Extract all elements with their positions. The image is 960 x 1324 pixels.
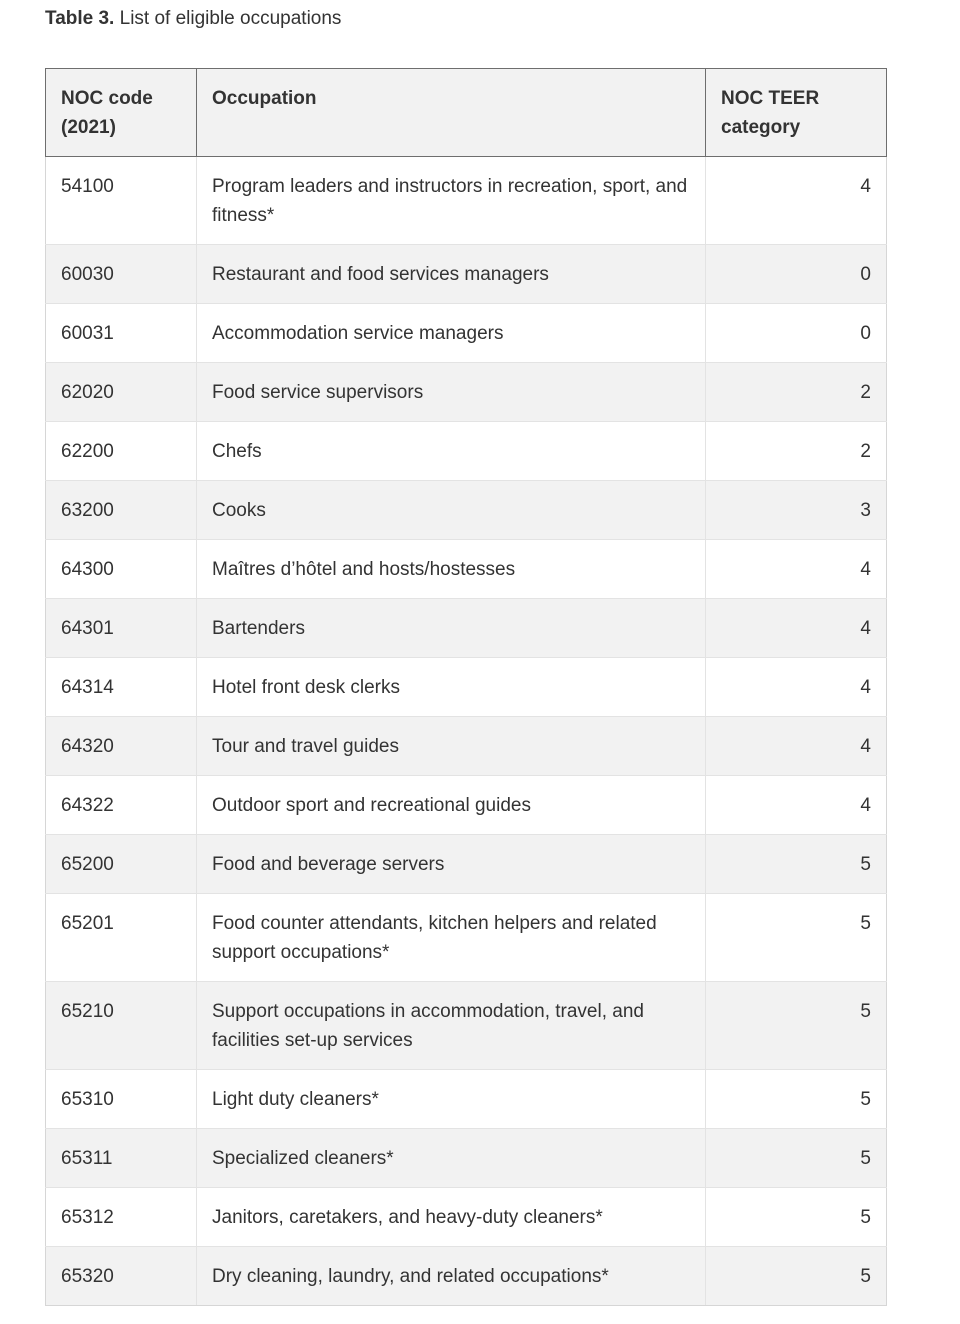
teer-category-cell: 5: [706, 1188, 887, 1247]
table-row: [46, 363, 887, 422]
noc-code-cell: 64314: [46, 658, 197, 717]
occupation-cell: Tour and travel guides: [197, 717, 706, 776]
noc-code-cell: 64322: [46, 776, 197, 835]
occupation-cell: Specialized cleaners*: [197, 1129, 706, 1188]
occupation-cell: Outdoor sport and recreational guides: [197, 776, 706, 835]
teer-category-cell: 2: [706, 422, 887, 481]
table-header-row: [46, 69, 887, 157]
table-row: [46, 1070, 887, 1129]
noc-code-cell: 54100: [46, 157, 197, 245]
teer-category-cell: 5: [706, 1247, 887, 1306]
table-row: [46, 717, 887, 776]
occupation-cell: Program leaders and instructors in recreation, sport, and fitness*: [197, 157, 706, 245]
header-noc-teer-category: NOC TEER category: [706, 69, 887, 157]
noc-code-cell: 62020: [46, 363, 197, 422]
noc-code-cell: 65311: [46, 1129, 197, 1188]
table-row: [46, 422, 887, 481]
occupation-cell: Light duty cleaners*: [197, 1070, 706, 1129]
occupation-cell: Cooks: [197, 481, 706, 540]
occupation-cell: Food and beverage servers: [197, 835, 706, 894]
noc-code-cell: 64301: [46, 599, 197, 658]
teer-category-cell: 0: [706, 245, 887, 304]
teer-category-cell: 4: [706, 658, 887, 717]
table-caption: [45, 6, 341, 32]
teer-category-cell: 5: [706, 1070, 887, 1129]
teer-category-cell: 4: [706, 776, 887, 835]
occupation-cell: Food service supervisors: [197, 363, 706, 422]
teer-category-cell: 4: [706, 717, 887, 776]
teer-category-cell: 4: [706, 157, 887, 245]
occupation-cell: Hotel front desk clerks: [197, 658, 706, 717]
table-row: [46, 1129, 887, 1188]
table-row: [46, 599, 887, 658]
table-row: [46, 776, 887, 835]
teer-category-cell: 5: [706, 1129, 887, 1188]
teer-category-cell: 2: [706, 363, 887, 422]
table-caption-label: Table 3.: [45, 8, 115, 29]
table-row: [46, 245, 887, 304]
occupation-cell: Janitors, caretakers, and heavy-duty cleaners*: [197, 1188, 706, 1247]
table-row: [46, 658, 887, 717]
noc-code-cell: 62200: [46, 422, 197, 481]
table-row: [46, 894, 887, 982]
occupation-cell: Restaurant and food services managers: [197, 245, 706, 304]
noc-code-cell: 60031: [46, 304, 197, 363]
noc-code-cell: 65210: [46, 982, 197, 1070]
table-row: [46, 304, 887, 363]
table-row: [46, 1188, 887, 1247]
noc-code-cell: 65200: [46, 835, 197, 894]
occupation-cell: Dry cleaning, laundry, and related occupations*: [197, 1247, 706, 1306]
occupation-cell: Food counter attendants, kitchen helpers and related support occupations*: [197, 894, 706, 982]
noc-code-cell: 60030: [46, 245, 197, 304]
teer-category-cell: 3: [706, 481, 887, 540]
noc-code-cell: 63200: [46, 481, 197, 540]
occupation-cell: Chefs: [197, 422, 706, 481]
noc-code-cell: 65201: [46, 894, 197, 982]
noc-code-cell: 65320: [46, 1247, 197, 1306]
teer-category-cell: 4: [706, 540, 887, 599]
teer-category-cell: 5: [706, 894, 887, 982]
table-row: [46, 982, 887, 1070]
occupation-cell: Support occupations in accommodation, travel, and facilities set-up services: [197, 982, 706, 1070]
table-row: [46, 540, 887, 599]
header-occupation: Occupation: [197, 69, 706, 157]
occupation-cell: Maîtres d’hôtel and hosts/hostesses: [197, 540, 706, 599]
teer-category-cell: 5: [706, 982, 887, 1070]
teer-category-cell: 4: [706, 599, 887, 658]
teer-category-cell: 0: [706, 304, 887, 363]
occupation-cell: Bartenders: [197, 599, 706, 658]
noc-code-cell: 65312: [46, 1188, 197, 1247]
table-row: [46, 1247, 887, 1306]
noc-code-cell: 65310: [46, 1070, 197, 1129]
table-row: [46, 835, 887, 894]
noc-code-cell: 64300: [46, 540, 197, 599]
table-row: [46, 481, 887, 540]
table-row: [46, 157, 887, 245]
occupations-table: [45, 68, 887, 1306]
header-noc-code: NOC code (2021): [46, 69, 197, 157]
table-caption-text: List of eligible occupations: [119, 8, 342, 29]
occupation-cell: Accommodation service managers: [197, 304, 706, 363]
teer-category-cell: 5: [706, 835, 887, 894]
noc-code-cell: 64320: [46, 717, 197, 776]
